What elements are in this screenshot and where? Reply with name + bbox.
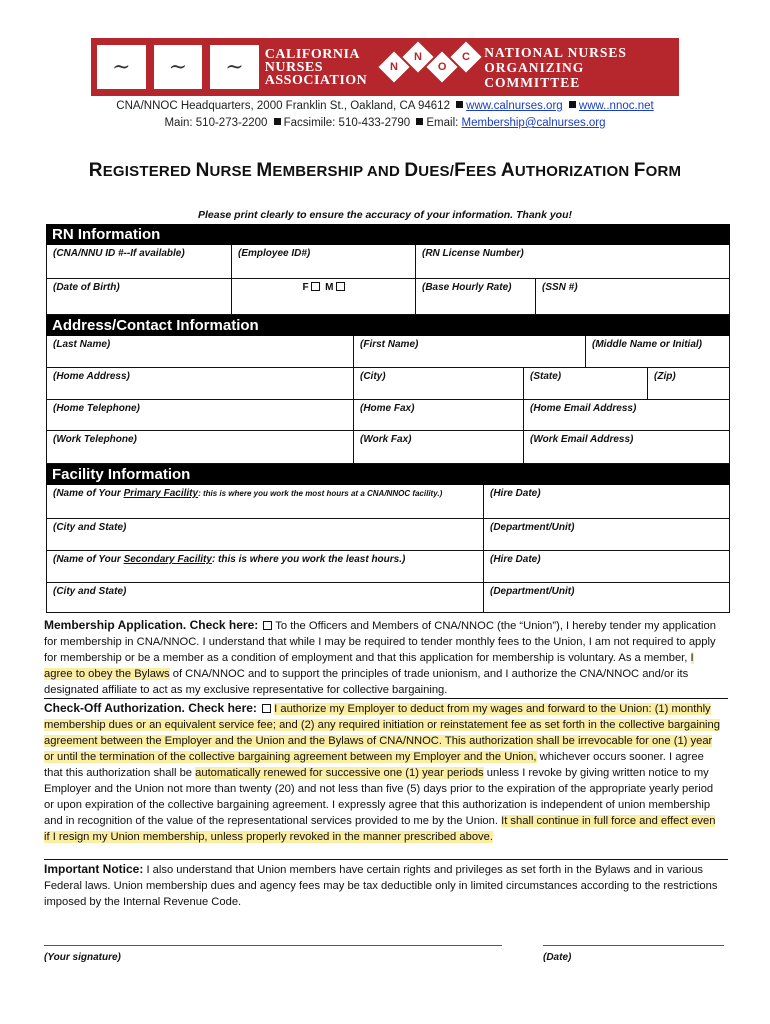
primary-hire-date-field[interactable]: (Hire Date)	[483, 485, 729, 518]
gender-m-checkbox[interactable]	[336, 282, 345, 291]
email-label: Email:	[426, 117, 459, 129]
cna-logo-text	[265, 48, 368, 87]
facility-row-secondary-location	[46, 583, 730, 613]
bullet-square-icon	[569, 101, 576, 108]
nnoc-name-line2: ORGANIZING COMMITTEE	[484, 59, 585, 90]
facility-row-secondary	[46, 551, 730, 583]
checkoff-authorization-text: Check-Off Authorization. Check here: I authorize my Employer to deduct from my wages and forward to the Union: (1) monthly membership dues or an equivalent service fee; and (2) any required initiation or reinstatement fee as set forth in the collective bargaining agreement between the Employer and the Union and the Bylaws of CNA/NNOC. This authorization shall be irrevocable for one (1) year or until the termination of the collective bargaining agreement between my Employer and the Union, whichever occurs sooner. I agree that this authorization shall be automatically renewed for successive one (1) year periods unless I revoke by giving written notice to my Employer and the Union not more than twenty (20) and not less than five (5) days prior to the expiration of the appropriate yearly period or upon expiration of the collective bargaining agreement. I expressly agree that this authorization is independent of union membership and in recognition of the value of the representational services provided to me by the Union. It shall continue in full force and effect even if I resign my Union membership, unless properly revoked in the manner prescribed above.	[44, 701, 720, 843]
employee-id-field[interactable]: (Employee ID#)	[231, 245, 415, 278]
facility-row-primary-location	[46, 519, 730, 551]
address-heading: Address/Contact Information	[46, 315, 730, 336]
middle-name-field[interactable]: (Middle Name or Initial)	[585, 336, 729, 367]
nnoc-logo-mark	[377, 43, 484, 91]
highlight-auto-renew: automatically renewed for successive one (1) year periods	[195, 767, 484, 779]
calnurses-link[interactable]: www.calnurses.org	[466, 100, 563, 112]
ssn-field[interactable]: (SSN #)	[535, 279, 729, 314]
highlight-bylaws: I agree to obey the Bylaws	[44, 652, 694, 680]
section-divider	[44, 698, 728, 699]
bullet-square-icon	[456, 101, 463, 108]
section-divider	[44, 859, 728, 860]
home-telephone-field[interactable]: (Home Telephone)	[53, 403, 140, 414]
header-banner	[91, 38, 679, 96]
nnoc-letter-o: O	[427, 51, 458, 82]
form-title: REGISTERED NURSE MEMBERSHIP AND DUES/FEES AUTHORIZATION FORM	[88, 160, 682, 181]
nnoc-letter-n1: N	[379, 51, 410, 82]
nnoc-letter-c: C	[451, 41, 482, 72]
rn-info-row-2	[46, 279, 730, 315]
work-telephone-field[interactable]: (Work Telephone)	[53, 434, 137, 445]
notice-label: Important Notice:	[44, 862, 144, 876]
date-line[interactable]	[543, 945, 724, 946]
secondary-department-field[interactable]: (Department/Unit)	[483, 583, 729, 612]
gender-m-label: M	[325, 282, 334, 293]
home-email-field[interactable]: (Home Email Address)	[523, 400, 729, 430]
secondary-facility-field[interactable]: (Name of Your Secondary Facility: this is where you work the least hours.)	[53, 554, 406, 565]
contact-line-2	[0, 117, 770, 129]
membership-label: Membership Application. Check here:	[44, 618, 259, 632]
primary-facility-field[interactable]: (Name of Your Primary Facility: this is where you work the most hours at a CNA/NNOC facility.)	[53, 488, 443, 499]
nnoc-letter-n2: N	[403, 41, 434, 72]
highlight-authorization: I authorize my Employer to deduct from my wages and forward to the Union: (1) monthly membership dues or an equivalent service fee; and (2) any required initiation or reinstatement fee as set forth in the collective bargaining agreement between the Employer and the Union and the Bylaws of CNA/NNOC. This authorization shall be irrevocable for one (1) year or until the termination of the collective bargaining agreement between my Employer and the Union,	[44, 703, 720, 763]
checkoff-checkbox[interactable]	[262, 704, 271, 713]
gender-f-label: F	[302, 282, 309, 293]
state-field[interactable]: (State)	[523, 368, 647, 399]
gender-f-checkbox[interactable]	[311, 282, 320, 291]
membership-email-link[interactable]: Membership@calnurses.org	[461, 117, 606, 129]
dob-field[interactable]: (Date of Birth)	[53, 282, 120, 293]
work-fax-field[interactable]: (Work Fax)	[353, 431, 523, 463]
home-address-field[interactable]: (Home Address)	[53, 371, 130, 382]
signature-label: (Your signature)	[44, 952, 121, 963]
gender-field	[231, 279, 415, 314]
city-field[interactable]: (City)	[353, 368, 523, 399]
signature-line[interactable]	[44, 945, 502, 946]
contact-line-1	[0, 100, 770, 112]
first-name-field[interactable]: (First Name)	[353, 336, 585, 367]
membership-application-text: Membership Application. Check here: To the Officers and Members of CNA/NNOC (the “Union”), I hereby tender my application for membership in CNA/NNOC. I understand that while I may be required to tender monthly fees to the Union, I am not required to apply for membership or be a member as a condition of employment and that this application for membership is voluntary. As a member, I agree to obey the Bylaws of CNA/NNOC and to support the principles of trade unionism, and I authorize the CNA/NNOC and/or its designated affiliate to act as my exclusive representative for collective bargaining.	[44, 618, 716, 696]
address-row-home-contact	[46, 400, 730, 431]
checkoff-label: Check-Off Authorization. Check here:	[44, 701, 257, 715]
primary-city-state-field[interactable]: (City and State)	[53, 522, 127, 533]
address-row-home	[46, 368, 730, 400]
nnoc-logo-text	[484, 45, 679, 90]
highlight-continue: It shall continue in full force and effect even if I resign my Union membership, unless properly revoked in the manner prescribed above.	[44, 815, 716, 843]
date-label: (Date)	[543, 952, 572, 963]
facility-row-primary	[46, 485, 730, 519]
nnoc-name-line1: NATIONAL NURSES	[484, 44, 627, 60]
rn-info-row-1	[46, 245, 730, 279]
fax-number: Facsimile: 510-433-2790	[283, 117, 411, 129]
form-instructions: Please print clearly to ensure the accuracy of your information. Thank you!	[197, 209, 573, 221]
zip-field[interactable]: (Zip)	[647, 368, 729, 399]
cna-logo-tile-2: ~	[154, 45, 203, 89]
last-name-field[interactable]: (Last Name)	[53, 339, 111, 350]
cna-name-line3: ASSOCIATION	[264, 72, 368, 88]
cna-logo-tile-3: ~	[210, 45, 259, 89]
home-fax-field[interactable]: (Home Fax)	[353, 400, 523, 430]
important-notice-text: Important Notice: I also understand that Union members have certain rights and privileges as set forth in the Bylaws and in various Federal laws. Union membership dues and agency fees may be tax deductible only in limited circumstances according to the restrictions imposed by the Internal Revenue Code.	[44, 862, 718, 908]
cna-logo-tile-1: ~	[97, 45, 146, 89]
address-row-work-contact	[46, 431, 730, 464]
rn-info-heading: RN Information	[46, 224, 730, 245]
primary-department-field[interactable]: (Department/Unit)	[483, 519, 729, 550]
work-email-field[interactable]: (Work Email Address)	[523, 431, 729, 463]
address-row-name	[46, 336, 730, 368]
nnoc-link[interactable]: www..nnoc.net	[578, 100, 654, 112]
base-hourly-rate-field[interactable]: (Base Hourly Rate)	[415, 279, 535, 314]
cna-name-line2: NURSES	[264, 59, 324, 75]
hq-address: CNA/NNOC Headquarters, 2000 Franklin St., Oakland, CA 94612	[116, 100, 450, 112]
license-number-field[interactable]: (RN License Number)	[415, 245, 729, 278]
facility-heading: Facility Information	[46, 464, 730, 485]
cna-id-field[interactable]: (CNA/NNU ID #--If available)	[53, 248, 185, 259]
bullet-square-icon	[274, 118, 281, 125]
bullet-square-icon	[416, 118, 423, 125]
secondary-hire-date-field[interactable]: (Hire Date)	[483, 551, 729, 582]
cna-name-line1: CALIFORNIA	[264, 46, 361, 62]
main-phone: Main: 510-273-2200	[164, 117, 268, 129]
secondary-city-state-field[interactable]: (City and State)	[53, 586, 127, 597]
